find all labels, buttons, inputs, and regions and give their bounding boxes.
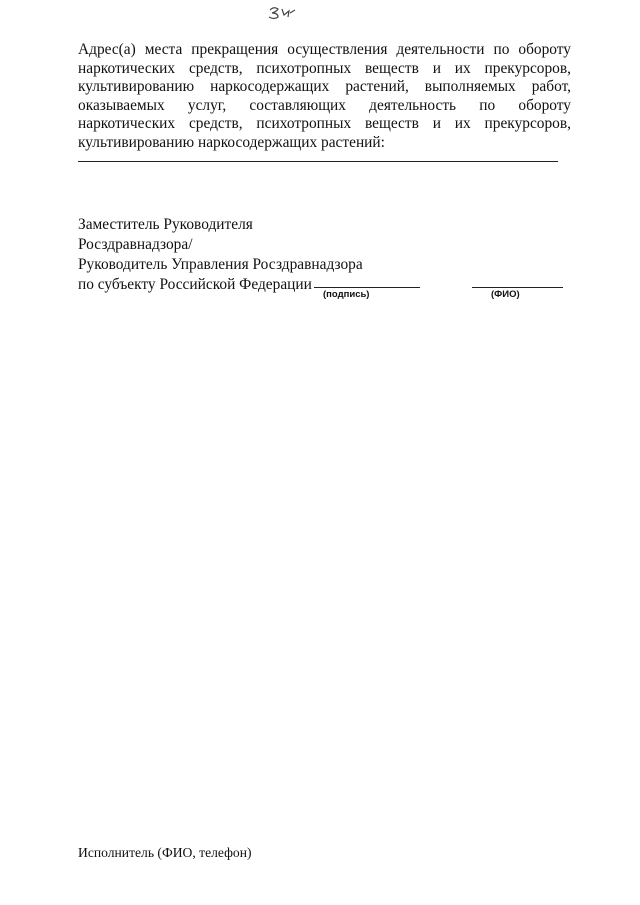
signature-line xyxy=(314,287,420,288)
address-fill-line xyxy=(78,161,558,162)
fio-line xyxy=(472,287,563,288)
address-paragraph: Адрес(а) места прекращения осуществления деятельности по обороту наркотических средств, психотропных веществ и их прекурсоров, культивированию наркосодержащих растений, выполняемых работ, оказываемых услуг, составляющих деятельность по обороту наркотических средств, психотропных веществ и их прекурсоров, культивированию наркосодержащих растений: xyxy=(78,41,571,151)
signatory-title-line-1: Заместитель Руководителя xyxy=(78,216,253,233)
handwritten-page-number xyxy=(264,4,304,22)
executor-label: Исполнитель (ФИО, телефон) xyxy=(78,845,252,860)
signatory-title-line-4: по субъекту Российской Федерации xyxy=(78,276,312,293)
signature-block xyxy=(78,215,598,295)
page-number-mark xyxy=(264,4,304,22)
signatory-title-line-2: Росздравнадзора/ xyxy=(78,236,193,253)
signatory-title-line-3: Руководитель Управления Росздравнадзора xyxy=(78,256,363,273)
fio-caption: (ФИО) xyxy=(491,289,520,300)
signature-caption: (подпись) xyxy=(323,289,370,300)
